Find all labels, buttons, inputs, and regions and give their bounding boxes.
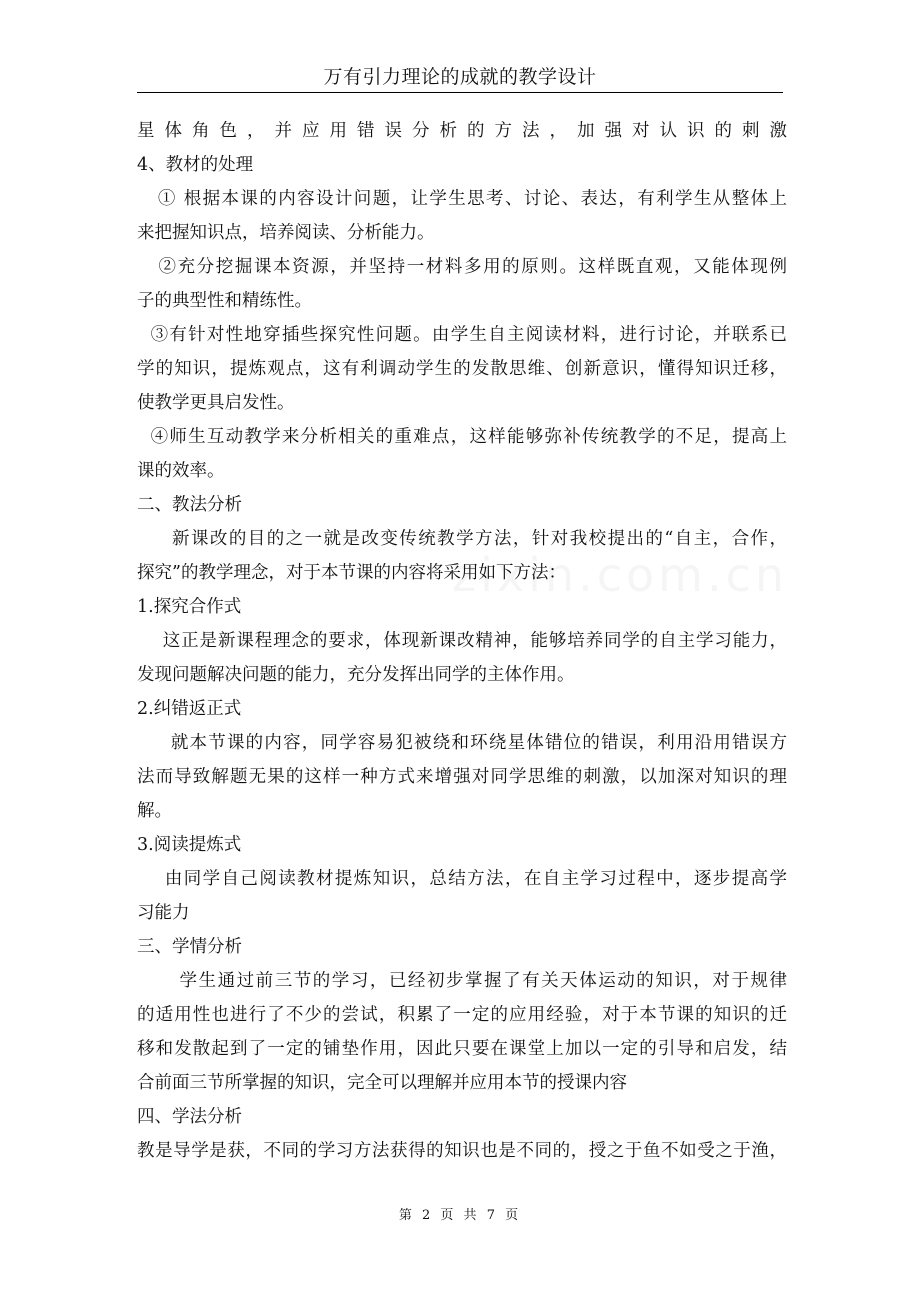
text-line: 这正是新课程理念的要求，体现新课改精神，能够培养同学的自主学习能力， — [137, 631, 787, 651]
page-footer — [0, 1206, 920, 1226]
text-line: 习能力 — [137, 903, 190, 923]
text-line: ②充分挖掘课本资源，并坚持一材料多用的原则。这样既直观，又能体现例 — [137, 257, 787, 277]
text-line: 合前面三节所掌握的知识，完全可以理解并应用本节的授课内容 — [137, 1073, 627, 1093]
text-line: 教是导学是获，不同的学习方法获得的知识也是不同的，授之于鱼不如受之于渔， — [137, 1141, 787, 1161]
text-line: 的适用性也进行了不少的尝试，积累了一定的应用经验，对于本节课的知识的迁 — [137, 1005, 787, 1025]
text-line: 新课改的目的之一就是改变传统教学方法，针对我校提出的“自主，合作， — [137, 529, 787, 549]
document-title: 万有引力理论的成就的教学设计 — [323, 66, 597, 88]
text-line: ① 根据本课的内容设计问题，让学生思考、讨论、表达，有利学生从整体上 — [137, 189, 787, 209]
text-line: 移和发散起到了一定的铺垫作用，因此只要在课堂上加以一定的引导和启发，结 — [137, 1039, 787, 1059]
subsection-heading: 1.探究合作式 — [137, 597, 242, 617]
section-heading: 三、学情分析 — [137, 937, 242, 957]
text-line: 解。 — [137, 801, 172, 821]
document-body — [137, 114, 787, 1168]
text-line: 使教学更具启发性。 — [137, 393, 295, 413]
text-line: 由同学自己阅读教材提炼知识，总结方法，在自主学习过程中，逐步提高学 — [137, 869, 787, 889]
subsection-heading: 2.纠错返正式 — [137, 699, 242, 719]
text-line: ③有针对性地穿插些探究性问题。由学生自主阅读材料，进行讨论，并联系已 — [137, 325, 787, 345]
text-line: 学生通过前三节的学习，已经初步掌握了有关天体运动的知识，对于规律 — [137, 971, 787, 991]
text-line: 就本节课的内容，同学容易犯被绕和环绕星体错位的错误，利用沿用错误方 — [137, 733, 787, 753]
text-line: 发现问题解决问题的能力，充分发挥出同学的主体作用。 — [137, 665, 575, 685]
watermark: zixin.com.cn — [452, 548, 789, 602]
subsection-heading: 3.阅读提炼式 — [137, 835, 242, 855]
text-line: 星体角色，并应用错误分析的方法，加强对认识的刺激 — [137, 121, 787, 141]
text-line: 子的典型性和精练性。 — [137, 291, 312, 311]
text-line: 学的知识，提炼观点，这有利调动学生的发散思维、创新意识，懂得知识迁移， — [137, 359, 787, 379]
section-heading: 4、教材的处理 — [137, 155, 254, 175]
section-heading: 四、学法分析 — [137, 1107, 242, 1127]
section-heading: 二、教法分析 — [137, 495, 242, 515]
text-line: 探究”的教学理念，对于本节课的内容将采用如下方法： — [137, 563, 566, 583]
text-line: 课的效率。 — [137, 461, 225, 481]
page-number: 第 2 页 共 7 页 — [398, 1208, 522, 1223]
text-line: 法而导致解题无果的这样一种方式来增强对同学思维的刺激，以加深对知识的理 — [137, 767, 787, 787]
page-header — [137, 62, 783, 93]
text-line: ④师生互动教学来分析相关的重难点，这样能够弥补传统教学的不足，提高上 — [137, 427, 787, 447]
text-line: 来把握知识点，培养阅读、分析能力。 — [137, 223, 435, 243]
